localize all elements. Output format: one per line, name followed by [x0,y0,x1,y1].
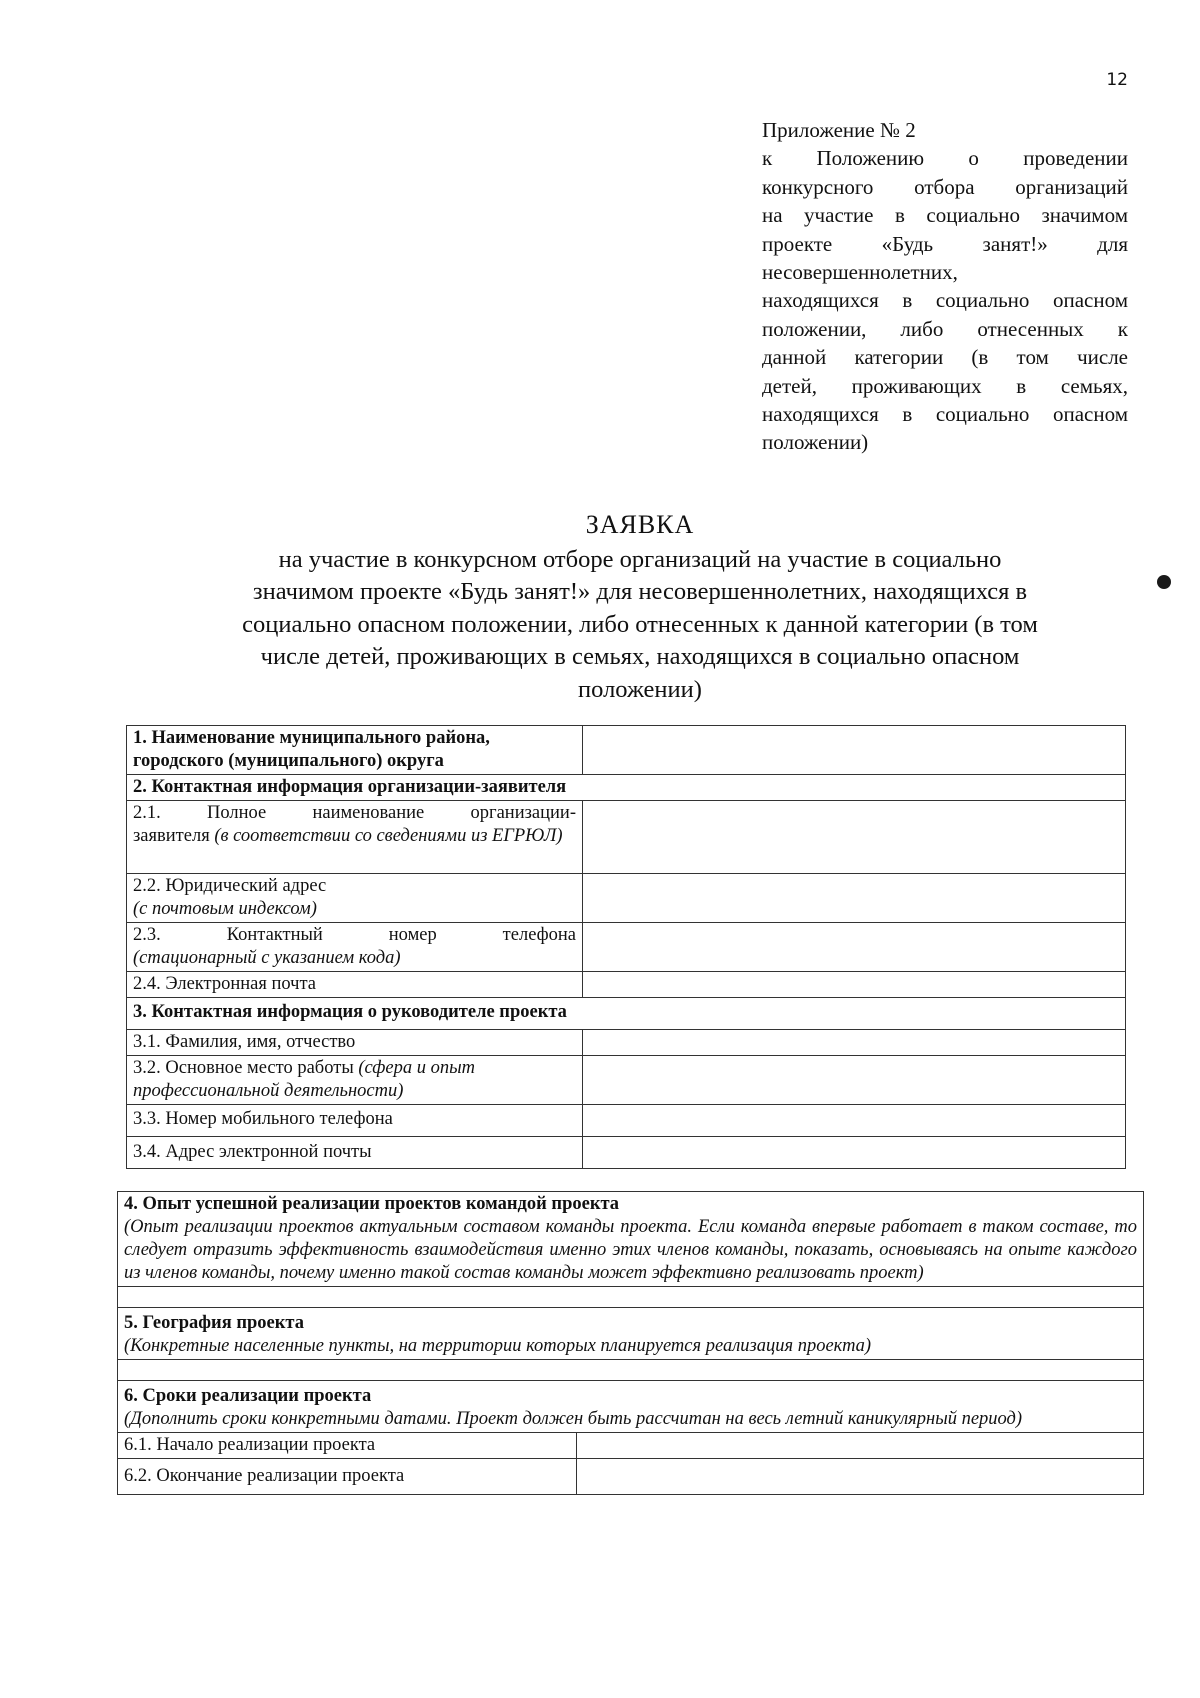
document-title: ЗАЯВКА [585,510,695,539]
municipality-field[interactable] [583,726,1126,775]
workplace-field[interactable] [583,1056,1126,1105]
subtitle-line: значимом проекте «Будь занят!» для несовершеннолетних, находящихся в [252,578,1028,606]
label-cell: 3.4. Адрес электронной почты [127,1137,583,1169]
section-heading: 3. Контактная информация о руководителе проекта [127,998,1126,1030]
appendix-line: на участие в социально значимом [762,203,1128,228]
label-note: (стационарный с указанием кода) [133,948,401,968]
appendix-line: детей, проживающих в семьях, [762,373,1128,398]
section-cell [118,1308,1144,1360]
start-date-field[interactable] [577,1433,1144,1459]
section-cell [118,1192,1144,1287]
legal-address-field[interactable] [583,874,1126,923]
label-cell: 6.2. Окончание реализации проекта [118,1459,577,1495]
subtitle-line: положении) [578,675,702,703]
table-row [127,923,1126,972]
phone-field[interactable] [583,923,1126,972]
table-row [118,1433,1144,1459]
application-heading [140,508,1140,706]
label-cell: 3.3. Номер мобильного телефона [127,1105,583,1137]
table-row [127,801,1126,874]
label-cell [127,874,583,923]
section-cell [118,1381,1144,1433]
application-form-table [117,1191,1144,1495]
label-note: (сфера и опыт профессиональной деятельности) [133,1058,476,1101]
mobile-phone-field[interactable] [583,1105,1126,1137]
manager-name-field[interactable] [583,1030,1126,1056]
appendix-reference [762,116,1128,457]
table-row [118,1360,1144,1381]
manager-email-field[interactable] [583,1137,1126,1169]
appendix-line: конкурсного отбора организаций [762,174,1128,199]
label-cell: 2.4. Электронная почта [127,972,583,998]
table-row [127,998,1126,1030]
team-experience-field[interactable] [118,1287,1144,1308]
table-row [127,1056,1126,1105]
subtitle-line: на участие в конкурсном отборе организаций на участие в социально [278,546,1002,573]
table-row [118,1308,1144,1360]
label-text: 2.3. Контактный номер телефона [133,925,576,945]
table-row [127,726,1126,775]
label-cell [127,1056,583,1105]
table-row [127,1137,1126,1169]
section-note: (Конкретные населенные пункты, на территории которых планируется реализация проекта) [124,1336,872,1356]
section-heading: 5. География проекта [124,1313,304,1333]
table-row [127,972,1126,998]
table-row [127,1030,1126,1056]
label-note: (с почтовым индексом) [133,899,317,919]
appendix-line: данной категории (в том числе [762,345,1128,370]
appendix-line: находящихся в социально опасном [762,288,1128,313]
label-cell: 3.1. Фамилия, имя, отчество [127,1030,583,1056]
subtitle-line: числе детей, проживающих в семьях, находящихся в социально опасном [260,643,1020,671]
table-row [127,775,1126,801]
section-note: (Опыт реализации проектов актуальным составом команды проекта. Если команда впервые работает в таком составе, то следует отразить эффективность взаимодействия именно этих членов команды, показать, основываясь на опыте каждого из членов команды, почему именно такой состав команды может эффективно реализовать проект) [124,1217,1137,1283]
table-row [118,1192,1144,1287]
table-row [118,1381,1144,1433]
label-cell: 6.1. Начало реализации проекта [118,1433,577,1459]
label-cell [127,726,583,775]
section-heading: 4. Опыт успешной реализации проектов командой проекта [124,1194,620,1214]
section-note: (Дополнить сроки конкретными датами. Проект должен быть рассчитан на весь летний каникулярный период) [124,1409,1023,1429]
label-cell [127,801,583,874]
label-text: 2.1. Полное наименование организации- [133,803,576,823]
document-subtitle [140,544,1140,706]
application-form-table [126,725,1126,1169]
appendix-line: положении) [762,430,869,455]
table-row [127,1105,1126,1137]
appendix-line: к Положению о проведении [762,146,1128,171]
table-row [127,874,1126,923]
label-text: заявителя [133,826,210,846]
table-row [118,1287,1144,1308]
label-text: 3.2. Основное место работы [133,1058,354,1078]
appendix-line: несовершеннолетних, [762,260,958,285]
label-text: 1. Наименование муниципального района, [133,728,490,748]
appendix-line: Приложение № 2 [762,118,916,142]
section-heading: 2. Контактная информация организации-заявителя [127,775,1126,801]
geography-field[interactable] [118,1360,1144,1381]
label-text: 2.2. Юридический адрес [133,876,327,896]
appendix-line: находящихся в социально опасном [762,402,1128,427]
page-number: 12 [1106,70,1128,90]
appendix-line: положении, либо отнесенных к [762,316,1128,341]
subtitle-line: социально опасном положении, либо отнесенных к данной категории (в том [242,610,1038,638]
label-cell [127,923,583,972]
label-note: (в соответствии со сведениями из ЕГРЮЛ) [214,826,563,846]
email-field[interactable] [583,972,1126,998]
section-heading: 6. Сроки реализации проекта [124,1386,372,1406]
end-date-field[interactable] [577,1459,1144,1495]
table-row [118,1459,1144,1495]
appendix-line: проекте «Будь занят!» для [762,231,1128,256]
label-text: городского (муниципального) округа [133,751,444,771]
label-text [133,825,576,848]
org-full-name-field[interactable] [583,801,1126,874]
scan-artifact [1157,575,1171,589]
